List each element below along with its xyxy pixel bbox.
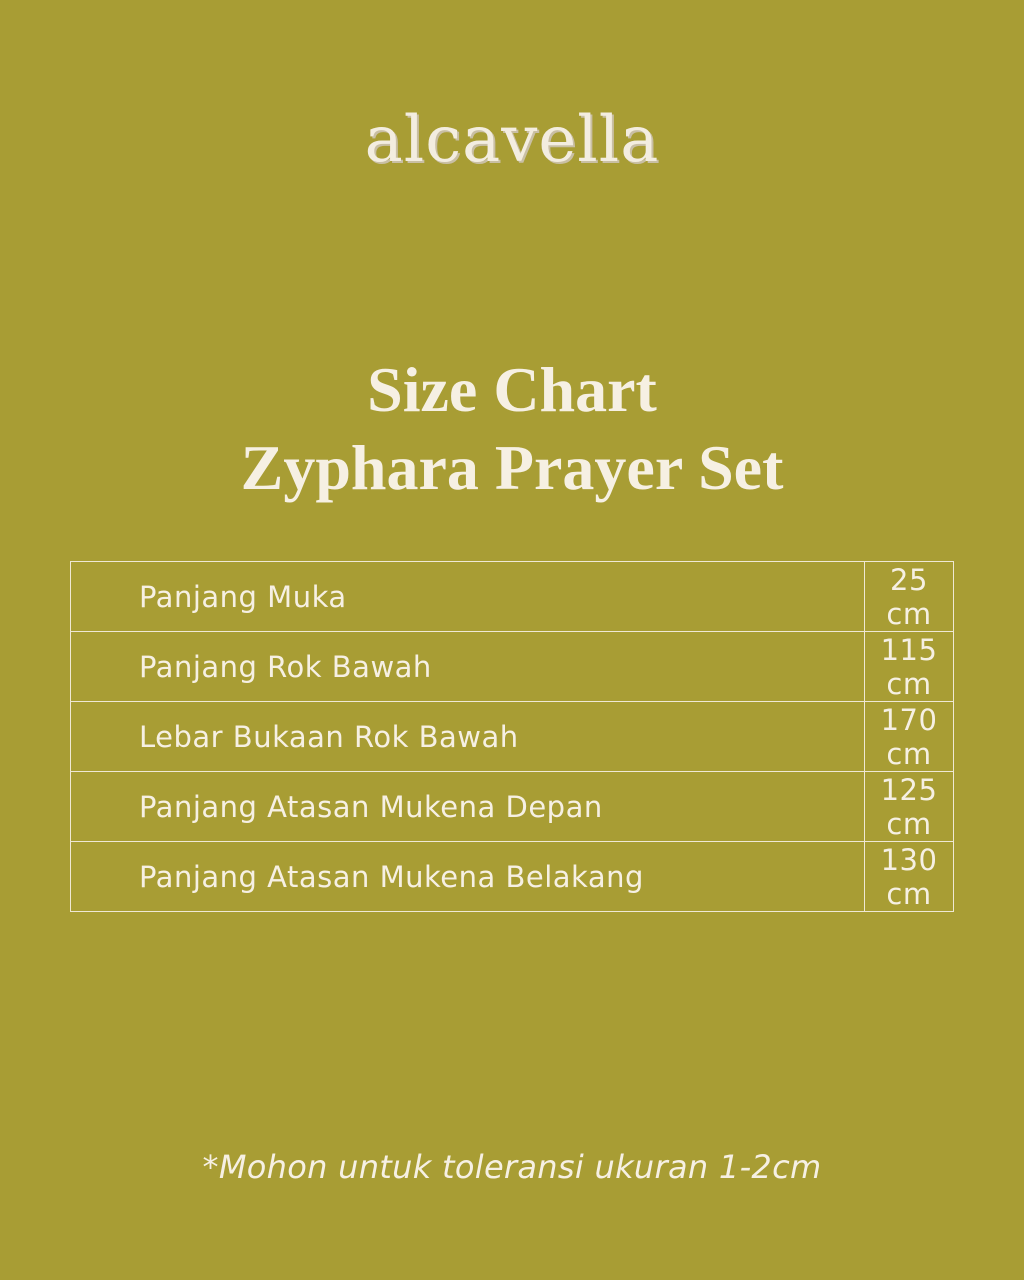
table-row [71, 772, 954, 842]
row-label: Panjang Atasan Mukena Belakang [71, 842, 865, 912]
product-title: Zyphara Prayer Set [240, 432, 784, 503]
table-row [71, 702, 954, 772]
row-label: Panjang Rok Bawah [71, 632, 865, 702]
row-label: Panjang Muka [71, 562, 865, 632]
row-label: Panjang Atasan Mukena Depan [71, 772, 865, 842]
row-label: Lebar Bukaan Rok Bawah [71, 702, 865, 772]
tolerance-note: *Mohon untuk toleransi ukuran 1-2cm [202, 1148, 822, 1186]
size-table [70, 561, 954, 912]
row-value: 25 cm [865, 562, 954, 632]
table-row [71, 562, 954, 632]
table-row [71, 632, 954, 702]
row-value: 115 cm [865, 632, 954, 702]
brand-logo: alcavella [364, 103, 660, 177]
table-row [71, 842, 954, 912]
page-title: Size Chart [367, 354, 657, 425]
row-value: 170 cm [865, 702, 954, 772]
row-value: 130 cm [865, 842, 954, 912]
row-value: 125 cm [865, 772, 954, 842]
